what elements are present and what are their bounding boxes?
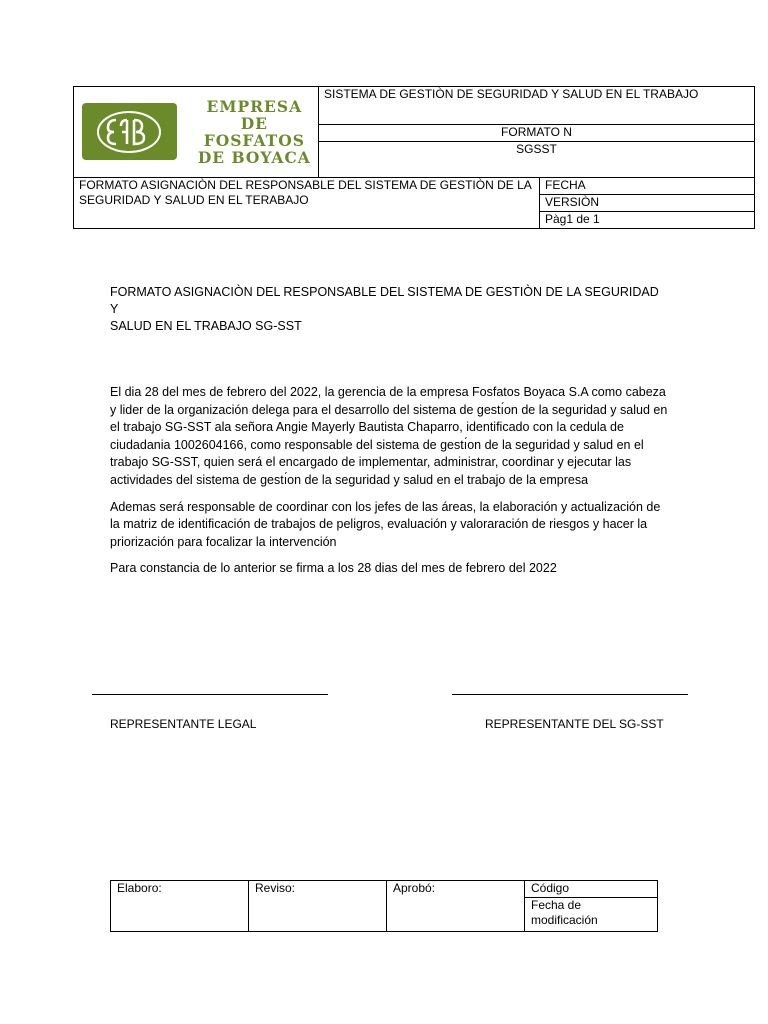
reviso-cell bbox=[249, 881, 387, 932]
logo-cell bbox=[74, 87, 319, 178]
header-table bbox=[73, 86, 755, 229]
signature-line-left bbox=[92, 694, 328, 695]
elaboro-label: Elaboro: bbox=[117, 881, 162, 895]
formato-cell bbox=[319, 125, 755, 142]
formato-label: FORMATO N bbox=[501, 125, 572, 140]
document-title-line1: FORMATO ASIGNACIÒN DEL RESPONSABLE DEL SISTEMA DE GESTIÒN DE LA SEGURIDAD Y bbox=[110, 285, 659, 316]
reviso-label: Reviso: bbox=[255, 881, 296, 895]
document-title-line2: SALUD EN EL TRABAJO SG-SST bbox=[110, 319, 302, 333]
paragraph-2: Ademas será responsable de coordinar con los jefes de las áreas, la elaboración y actualización de la matriz de identificación de trabajos de peligros, evaluación y valoraración de riesgos y hacer la priorización para focalizar la intervención bbox=[110, 499, 661, 549]
paragraph-3: Para constancia de lo anterior se firma a los 28 dias del mes de febrero del 2022 bbox=[110, 561, 557, 576]
company-logo-icon bbox=[82, 103, 177, 160]
version-label: VERSIÒN bbox=[545, 194, 600, 209]
aprobo-label: Aprobó: bbox=[393, 881, 436, 895]
company-logo bbox=[74, 87, 318, 177]
fecha-label: FECHA bbox=[545, 177, 586, 192]
fecha-modificacion-line2: modificación bbox=[531, 913, 598, 927]
page-number: Pàg1 de 1 bbox=[545, 211, 600, 226]
system-title-cell bbox=[319, 87, 755, 125]
fecha-modificacion-line1: Fecha de bbox=[531, 898, 582, 912]
system-title: SISTEMA DE GESTIÒN DE SEGURIDAD Y SALUD EN EL TRABAJO bbox=[324, 87, 699, 101]
company-name-line3: DE BOYACA bbox=[197, 147, 311, 167]
document-title bbox=[110, 284, 670, 335]
sgsst-cell bbox=[319, 142, 755, 177]
fecha-modificacion-cell bbox=[525, 898, 658, 932]
footer-table bbox=[110, 880, 658, 932]
paragraph-1: El dia 28 del mes de febrero del 2022, la gerencia de la empresa Fosfatos Boyaca S.A como cabeza y lider de la organización delega para el desarrollo del sistema de gestı́on de la seguridad y salud en el trabajo SG-SST ala señora Angie Mayerly Bautista Chaparro, identificado con la cedula de ciudadania 1002604166, como responsable del sistema de gestı́on de la seguridad y salud en el trabajo SG-SST, quien será el encargado de implementar, administrar, coordinar y ejecutar las actividades del sistema de gestı́on de la seguridad y salud en el trabajo de la empresa bbox=[110, 385, 668, 487]
codigo-cell bbox=[525, 881, 658, 898]
aprobo-cell bbox=[387, 881, 525, 932]
company-name-line2: FOSFATOS bbox=[203, 130, 305, 150]
page-cell bbox=[540, 211, 755, 228]
form-title-cell bbox=[74, 177, 540, 228]
fecha-cell bbox=[540, 177, 755, 194]
company-name-line1: EMPRESA DE bbox=[206, 96, 303, 133]
document-body bbox=[110, 384, 670, 587]
form-title: FORMATO ASIGNACIÒN DEL RESPONSABLE DEL SISTEMA DE GESTIÒN DE LA SEGURIDAD Y SALUD EN EL TERABAJO bbox=[79, 177, 532, 207]
elaboro-cell bbox=[111, 881, 249, 932]
codigo-label: Código bbox=[531, 881, 570, 895]
sgsst-label: SGSST bbox=[516, 142, 557, 157]
version-cell bbox=[540, 194, 755, 211]
signature-label-sgsst: REPRESENTANTE DEL SG-SST bbox=[485, 717, 664, 731]
signature-line-right bbox=[452, 694, 688, 695]
signature-label-legal: REPRESENTANTE LEGAL bbox=[110, 717, 257, 731]
